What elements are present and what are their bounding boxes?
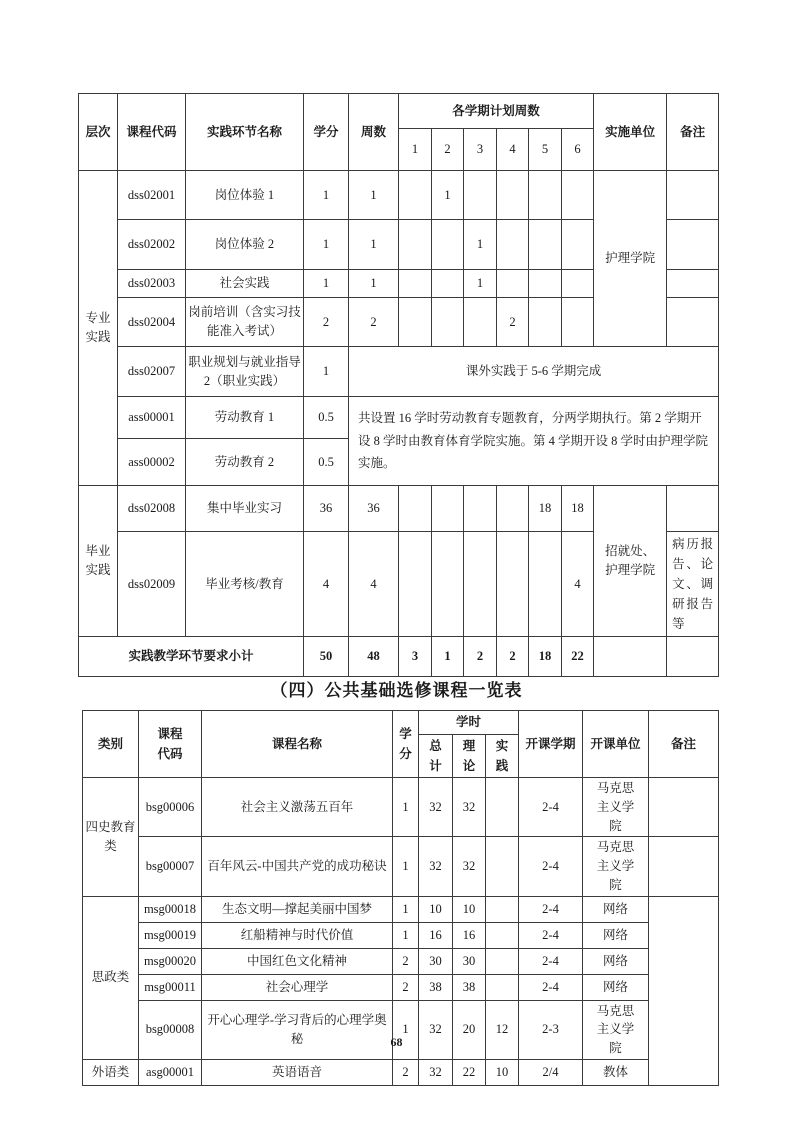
total-hours-cell: 32 — [419, 837, 453, 896]
sem-cell — [432, 532, 464, 637]
table-row — [83, 922, 719, 948]
subtotal-sem: 2 — [464, 637, 497, 677]
course-name-cell: 劳动教育 1 — [186, 397, 304, 439]
sem-cell — [562, 171, 594, 220]
course-code-cell: ass00001 — [118, 397, 186, 439]
sem-cell: 4 — [562, 532, 594, 637]
theory-hours-cell: 38 — [453, 974, 486, 1000]
implement-unit-cell: 招就处、护理学院 — [594, 486, 667, 637]
sem-cell — [562, 298, 594, 347]
implement-unit-cell: 护理学院 — [594, 171, 667, 347]
col-header-course-name: 课程名称 — [202, 711, 393, 778]
total-hours-cell: 32 — [419, 1059, 453, 1085]
course-name-cell: 开心心理学-学习背后的心理学奥秘 — [202, 1000, 393, 1059]
subtotal-sem: 3 — [399, 637, 432, 677]
remark-cell — [649, 837, 719, 896]
unit-cell: 马克思主义学院 — [583, 778, 649, 837]
credits-cell: 1 — [304, 347, 349, 397]
table-row — [83, 974, 719, 1000]
col-header-remark: 备注 — [667, 94, 719, 171]
weeks-cell: 1 — [349, 171, 399, 220]
sem-cell — [399, 220, 432, 270]
course-name-cell: 英语语音 — [202, 1059, 393, 1085]
sem-cell — [399, 486, 432, 532]
term-cell: 2-4 — [519, 974, 583, 1000]
course-name-cell: 百年风云-中国共产党的成功秘诀 — [202, 837, 393, 896]
practice-hours-cell — [486, 896, 519, 922]
practice-hours-cell — [486, 778, 519, 837]
sem-cell — [464, 171, 497, 220]
term-cell: 2-4 — [519, 922, 583, 948]
semester-number: 6 — [562, 129, 594, 171]
col-header-practice-hours: 实践 — [486, 735, 519, 778]
semester-number: 4 — [497, 129, 529, 171]
credits-cell: 1 — [304, 220, 349, 270]
total-hours-cell: 30 — [419, 948, 453, 974]
subtotal-remark — [667, 637, 719, 677]
col-header-category: 类别 — [83, 711, 139, 778]
sem-cell — [432, 220, 464, 270]
course-name-cell: 中国红色文化精神 — [202, 948, 393, 974]
course-name-cell: 岗位体验 1 — [186, 171, 304, 220]
credits-cell: 2 — [393, 1059, 419, 1085]
sem-cell — [464, 486, 497, 532]
table-header-row — [83, 711, 719, 735]
table-row — [79, 397, 719, 439]
table-row — [83, 948, 719, 974]
practice-hours-cell — [486, 837, 519, 896]
sem-cell — [529, 532, 562, 637]
practice-hours-cell — [486, 922, 519, 948]
credits-cell: 4 — [304, 532, 349, 637]
sem-cell — [497, 532, 529, 637]
col-header-course-code: 课程代码 — [118, 94, 186, 171]
subtotal-label: 实践教学环节要求小计 — [79, 637, 304, 677]
sem-cell — [464, 298, 497, 347]
course-name-cell: 劳动教育 2 — [186, 439, 304, 486]
sem-cell — [399, 298, 432, 347]
sem-cell — [497, 220, 529, 270]
course-code-cell: dss02002 — [118, 220, 186, 270]
remark-cell — [667, 486, 719, 532]
col-header-theory-hours: 理论 — [453, 735, 486, 778]
sem-cell — [399, 532, 432, 637]
term-cell: 2-4 — [519, 778, 583, 837]
practice-hours-cell: 10 — [486, 1059, 519, 1085]
col-header-unit: 开课单位 — [583, 711, 649, 778]
note-cell: 课外实践于 5-6 学期完成 — [349, 347, 719, 397]
sem-cell: 18 — [562, 486, 594, 532]
sem-cell — [529, 298, 562, 347]
sem-cell — [562, 270, 594, 298]
semester-number: 5 — [529, 129, 562, 171]
unit-cell: 网络 — [583, 922, 649, 948]
level-group-graduation: 毕业实践 — [79, 486, 118, 637]
subtotal-unit — [594, 637, 667, 677]
col-header-credits: 学分 — [304, 94, 349, 171]
category-cell: 外语类 — [83, 1059, 139, 1085]
term-cell: 2/4 — [519, 1059, 583, 1085]
total-hours-cell: 32 — [419, 1000, 453, 1059]
credits-cell: 0.5 — [304, 439, 349, 486]
remark-cell — [649, 778, 719, 837]
col-header-hours: 学时 — [419, 711, 519, 735]
theory-hours-cell: 32 — [453, 837, 486, 896]
theory-hours-cell: 16 — [453, 922, 486, 948]
course-code-cell: msg00018 — [139, 896, 202, 922]
table-row — [83, 778, 719, 837]
sem-cell: 1 — [432, 171, 464, 220]
sem-cell — [562, 220, 594, 270]
unit-cell: 网络 — [583, 974, 649, 1000]
weeks-cell: 36 — [349, 486, 399, 532]
sem-cell: 2 — [497, 298, 529, 347]
col-header-remark: 备注 — [649, 711, 719, 778]
course-name-cell: 职业规划与就业指导 2（职业实践） — [186, 347, 304, 397]
practice-hours-cell: 12 — [486, 1000, 519, 1059]
table-row — [79, 171, 719, 220]
col-header-total-hours: 总计 — [419, 735, 453, 778]
credits-cell: 36 — [304, 486, 349, 532]
theory-hours-cell: 22 — [453, 1059, 486, 1085]
semester-number: 2 — [432, 129, 464, 171]
table-row — [83, 1059, 719, 1085]
unit-cell: 网络 — [583, 948, 649, 974]
semester-number: 1 — [399, 129, 432, 171]
table-row — [79, 486, 719, 532]
term-cell: 2-4 — [519, 837, 583, 896]
unit-cell: 马克思主义学院 — [583, 1000, 649, 1059]
theory-hours-cell: 30 — [453, 948, 486, 974]
course-code-cell: dss02004 — [118, 298, 186, 347]
col-header-weeks: 周数 — [349, 94, 399, 171]
credits-cell: 2 — [304, 298, 349, 347]
weeks-cell: 4 — [349, 532, 399, 637]
theory-hours-cell: 10 — [453, 896, 486, 922]
course-name-cell: 集中毕业实习 — [186, 486, 304, 532]
sem-cell — [497, 486, 529, 532]
course-code-cell: msg00011 — [139, 974, 202, 1000]
weeks-cell: 1 — [349, 270, 399, 298]
credits-cell: 0.5 — [304, 397, 349, 439]
course-name-cell: 红船精神与时代价值 — [202, 922, 393, 948]
practice-hours-cell — [486, 974, 519, 1000]
category-cell: 思政类 — [83, 896, 139, 1059]
remark-cell — [649, 896, 719, 1085]
sem-cell — [399, 171, 432, 220]
course-code-cell: dss02009 — [118, 532, 186, 637]
theory-hours-cell: 32 — [453, 778, 486, 837]
col-header-course-code: 课程代码 — [139, 711, 202, 778]
subtotal-credits: 50 — [304, 637, 349, 677]
sem-cell — [432, 486, 464, 532]
table-row — [83, 1000, 719, 1059]
credits-cell: 1 — [393, 922, 419, 948]
term-cell: 2-3 — [519, 1000, 583, 1059]
subtotal-sem: 22 — [562, 637, 594, 677]
practice-hours-cell — [486, 948, 519, 974]
course-code-cell: ass00002 — [118, 439, 186, 486]
sem-cell — [399, 270, 432, 298]
sem-cell — [497, 270, 529, 298]
course-code-cell: bsg00006 — [139, 778, 202, 837]
term-cell: 2-4 — [519, 896, 583, 922]
level-group-professional: 专业实践 — [79, 171, 118, 486]
sem-cell — [529, 171, 562, 220]
course-name-cell: 岗位体验 2 — [186, 220, 304, 270]
course-name-cell: 毕业考核/教育 — [186, 532, 304, 637]
course-name-cell: 社会主义激荡五百年 — [202, 778, 393, 837]
sem-cell: 1 — [464, 270, 497, 298]
sem-cell: 18 — [529, 486, 562, 532]
subtotal-weeks: 48 — [349, 637, 399, 677]
sem-cell — [529, 270, 562, 298]
weeks-cell: 1 — [349, 220, 399, 270]
subtotal-sem: 1 — [432, 637, 464, 677]
sem-cell — [432, 298, 464, 347]
course-name-cell: 生态文明—撑起美丽中国梦 — [202, 896, 393, 922]
total-hours-cell: 16 — [419, 922, 453, 948]
course-code-cell: bsg00008 — [139, 1000, 202, 1059]
credits-cell: 1 — [393, 1000, 419, 1059]
note-cell: 共设置 16 学时劳动教育专题教育，分两学期执行。第 2 学期开设 8 学时由教育体育学院实施。第 4 学期开设 8 学时由护理学院实施。 — [349, 397, 719, 486]
course-code-cell: msg00019 — [139, 922, 202, 948]
credits-cell: 1 — [393, 778, 419, 837]
remark-cell — [667, 220, 719, 270]
total-hours-cell: 10 — [419, 896, 453, 922]
page-number: 68 — [390, 1035, 403, 1049]
sem-cell — [529, 220, 562, 270]
course-code-cell: bsg00007 — [139, 837, 202, 896]
remark-cell — [667, 298, 719, 347]
term-cell: 2-4 — [519, 948, 583, 974]
credits-cell: 1 — [393, 837, 419, 896]
course-code-cell: dss02001 — [118, 171, 186, 220]
sem-cell: 1 — [464, 220, 497, 270]
course-code-cell: dss02008 — [118, 486, 186, 532]
weeks-cell: 2 — [349, 298, 399, 347]
unit-cell: 教体 — [583, 1059, 649, 1085]
col-header-term: 开课学期 — [519, 711, 583, 778]
theory-hours-cell: 20 — [453, 1000, 486, 1059]
col-header-credits: 学分 — [393, 711, 419, 778]
credits-cell: 2 — [393, 948, 419, 974]
sem-cell — [497, 171, 529, 220]
course-code-cell: asg00001 — [139, 1059, 202, 1085]
section-title: （四）公共基础选修课程一览表 — [270, 681, 523, 700]
col-header-semester-plan: 各学期计划周数 — [399, 94, 594, 129]
course-name-cell: 社会实践 — [186, 270, 304, 298]
elective-course-table — [82, 710, 719, 1086]
course-name-cell: 社会心理学 — [202, 974, 393, 1000]
col-header-practice-name: 实践环节名称 — [186, 94, 304, 171]
table-row — [83, 896, 719, 922]
remark-cell: 病历报告、论文、调研报告等 — [667, 532, 719, 637]
subtotal-sem: 18 — [529, 637, 562, 677]
course-code-cell: msg00020 — [139, 948, 202, 974]
remark-cell — [667, 270, 719, 298]
total-hours-cell: 38 — [419, 974, 453, 1000]
unit-cell: 网络 — [583, 896, 649, 922]
table-row — [83, 837, 719, 896]
unit-cell: 马克思主义学院 — [583, 837, 649, 896]
credits-cell: 1 — [304, 171, 349, 220]
credits-cell: 2 — [393, 974, 419, 1000]
col-header-implement-unit: 实施单位 — [594, 94, 667, 171]
semester-number: 3 — [464, 129, 497, 171]
category-cell: 四史教育类 — [83, 778, 139, 897]
subtotal-row — [79, 637, 719, 677]
course-name-cell: 岗前培训（含实习技能准入考试） — [186, 298, 304, 347]
table-header-row — [79, 94, 719, 129]
practice-plan-table — [78, 93, 719, 677]
course-code-cell: dss02003 — [118, 270, 186, 298]
credits-cell: 1 — [304, 270, 349, 298]
table-row — [79, 347, 719, 397]
course-code-cell: dss02007 — [118, 347, 186, 397]
col-header-level: 层次 — [79, 94, 118, 171]
remark-cell — [667, 171, 719, 220]
subtotal-sem: 2 — [497, 637, 529, 677]
sem-cell — [432, 270, 464, 298]
sem-cell — [464, 532, 497, 637]
credits-cell: 1 — [393, 896, 419, 922]
total-hours-cell: 32 — [419, 778, 453, 837]
